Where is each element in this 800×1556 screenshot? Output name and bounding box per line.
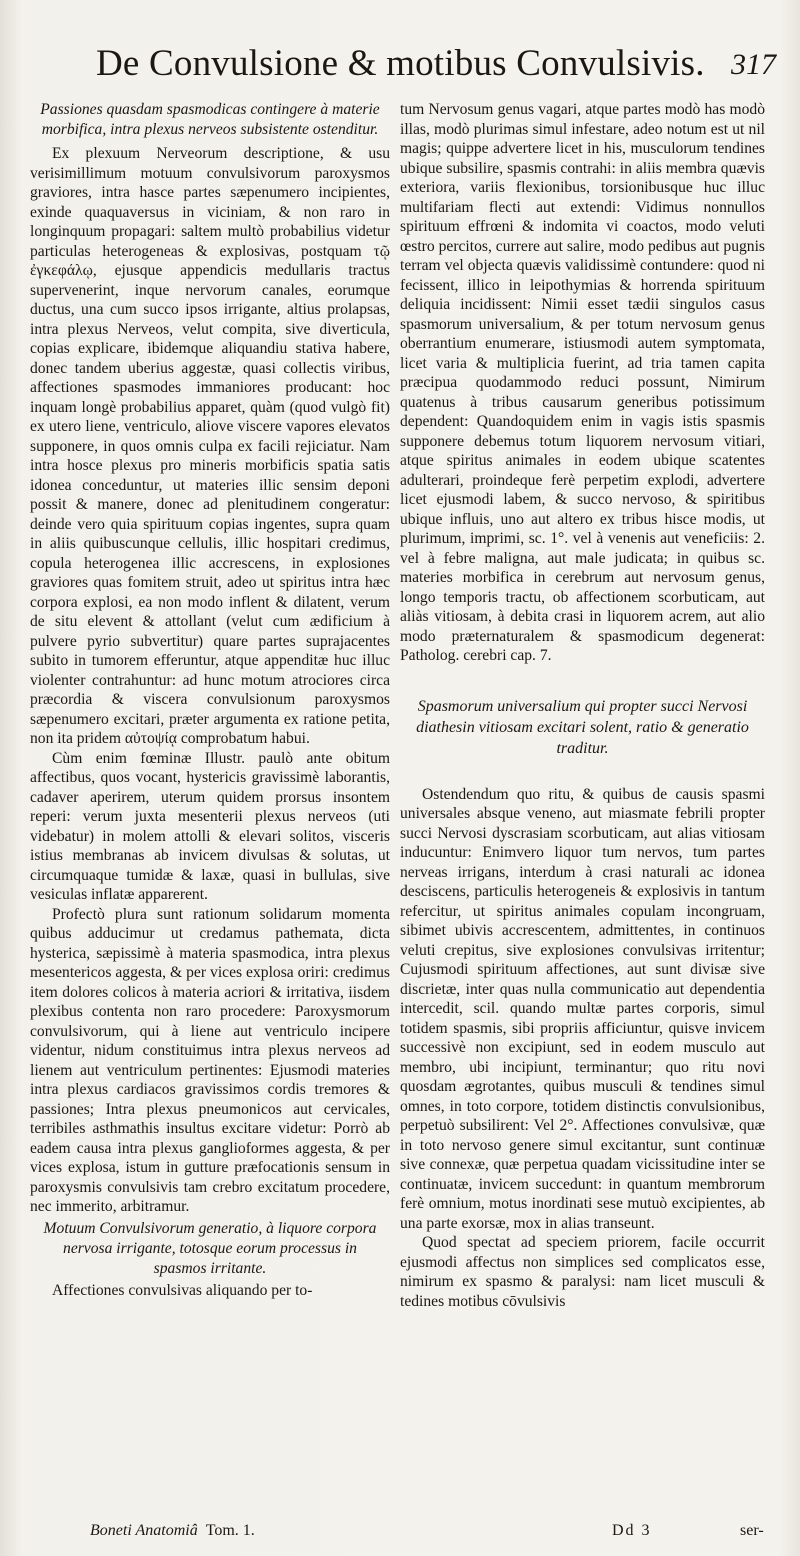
paragraph: Ostendendum quo ritu, & quibus de causis spasmi universales absque veneno, aut miasmate febrili propter succi Nervosi dyscrasiam scorbuticam, aut alias vitiosam inducuntur: Enimvero liquor tum nervos, tum partes nerveas irrigans, interdum à crasi naturali ac idonea desciscens, particulis heterogeneis & explosivis in tantum refercitur, ut spiritus animales copulam incongruam, sibimet ubivis accrescentem, admittentes, in continuos veluti crepitus, sive explosiones convulsivas irritentur; Cujusmodi spirituum affectiones, aut sunt divisæ sive discrietæ, inter quas nulla communicatio aut dependentia intercedit, scil. quando multæ partes corporis, simul totidem spasmis, sibi propriis afficiuntur, quisve invicem successivè non excipiunt, sed in eodem musculo aut membro, ubi incipiunt, terminantur; quo ritu novi quosdam ægrotantes, quibus musculi & tendines simul omnes, in toto corpore, totidem distinctis convulsionibus, perpetuò subsilirent: Vel 2°. Affectiones convulsivæ, quæ in toto nervoso genere simul excitantur, sunt continuæ sive connexæ, quæ perpetua quadam vicissitudine inter se continuatæ, invicem succedunt: in quantum membrorum ferè omnium, motus inordinati sese mutuò excipientes, ab una parte exorsæ, mox in alias transeunt. <box>400 785 765 1232</box>
paragraph: Profectò plura sunt rationum solidarum momenta quibus adducimur ut credamus pathemata, dicta hysterica, sæpissimè à materia spasmodica, intra plexus mesentericos aggesta, & per vices explosa oriri: credimus item dolores colicos à materia acriori & irritativa, iisdem plexibus contenta non raro procedere: Paroxysmorum convulsivorum, qui à liene aut ventriculo incipere videntur, nidum constituimus intra plexus nerveos ad lienem aut ventriculum pertinentes: Ejusmodi materies intra plexus cardiacos gravissimos cordis tremores & passiones; Intra plexus pneumonicos aut cervicales, terribiles asthmathis insultus excitare videtur: Porrò ab eadem causa intra plexus ganglioformes aggesta, & per vices explosa, istum in gutture præfocationis sensum in paroxysmis convulsivis tam crebro excitatum procedere, nec immerito, arbitramur. <box>30 905 390 1215</box>
section-heading: Passiones quasdam spasmodicas contingere à materie morbifica, intra plexus nerveos subsistente ostenditur. <box>40 101 380 138</box>
paragraph: Cùm enim fœminæ Illustr. paulò ante obitum affectibus, quos vocant, hystericis gravissimè laborantis, cadaver aperirem, uterum quidem prorsus insontem reperi: verum juxta mesenterii plexus nerveos (uti videbatur) in molem attolli & elevari solitos, visceris istius membranas ab invicem divulsas & solutas, ut circumquaque tumidæ & laxæ, quasi in bullulas, sive vesiculas inflatæ apparerent. <box>30 749 390 903</box>
right-column <box>400 100 765 1311</box>
page-number: 317 <box>731 48 776 81</box>
running-title <box>90 1522 255 1540</box>
catchword: ser- <box>740 1522 764 1539</box>
signature-mark: Dd 3 <box>612 1522 652 1539</box>
section-heading: Motuum Convulsivorum generatio, à liquore corpora nervosa irrigante, totosque eorum processus in spasmos irritante. <box>43 1219 377 1277</box>
volume-label: Tom. 1. <box>205 1522 255 1539</box>
section-heading: Spasmorum universalium qui propter succi Nervosi diathesin vitiosam excitari solent, ratio & generatio traditur. <box>416 697 749 757</box>
paragraph: Affectiones convulsivas aliquando per to- <box>52 1281 313 1299</box>
paragraph: tum Nervosum genus vagari, atque partes modò has modò illas, modò plurimas simul infestare, adeo notum est ut nil magis; quippe advertere licet in his, musculorum tendines ubique subsilire, spasmis contrahi: in aliis membra quævis exteriora, variis flexionibus, torsionibusque huc illuc multifariam flecti aut extendi: Vidimus nonnullos spirituum effrœni & indomita vi coactos, modo veluti œstro percitos, currere aut salire, modo pedibus aut pugnis terram vel objecta quævis validissimè contundere: quod ni fecissent, illico in leipothymias & horrenda spirituum deliquia incidissent: Nimii esset tædii singulos casus spasmorum universalium, & per totum nervosum genus oberrantium enumerare, istiusmodi autem symptomata, licet varia & multiplicia fuerint, ad tria tamen capita præcipua quodammodo reduci possunt, Nimirum quatenus à tribus causarum generibus potissimum dependent: Quandoquidem enim in vagis istis spasmis supponere debemus totum liquorem nervosum vitiari, atque spiritus animales in eodem ubique scatentes adulterari, proindeque ferè perpetim explodi, advertere licet ejusmodi labem, & succo nervoso, & spiritibus ubique influis, uno aut altero ex tribus hisce modis, ut plurimum, imprimi, sc. 1°. vel à venenis aut veneficiis: 2. vel à febre maligna, aut male judicata; in quibus sc. materies morbifica in cerebrum aut nervosum genus, longo temporis tractu, ob affectionem scorbuticam, aut aliàs vitiosam, à debita crasi in liquorem acrem, aut alio modo præternaturalem & spasmodicum degenerat: Patholog. cerebri cap. 7. <box>400 101 765 664</box>
page-header <box>96 40 776 96</box>
page-title: De Convulsione & motibus Convulsivis. <box>96 43 705 84</box>
left-column <box>30 100 390 1300</box>
paragraph: Quod spectat ad speciem priorem, facile occurrit ejusmodi affectus non simplices sed complicatos esse, nimirum ex spasmo & paralysi: nam licet musculi & tedines motibus cōvulsivis <box>400 1234 765 1310</box>
page-footer <box>0 1522 800 1548</box>
paragraph: Ex plexuum Nerveorum descriptione, & usu verisimillimum motuum convulsivorum paroxysmos graviores, intra hasce partes sæpenumero incipientes, exinde quaquaversus in viciniam, & non raro in longinquum propagari: saltem multò probabilius videtur particulas heterogeneas & explosivas, postquam τῷ ἐγκεφάλῳ, ejusque appendicis medullaris tractus supervenerint, inque nervorum canales, eorumque ductus, una cum succo ipsos irrigante, altius prolapsas, intra plexus Nerveos, velut compita, sive diverticula, copias explicare, ibidemque aliquandiu stativa habere, donec tandem uberius aggestæ, quasi collectis viribus, affectiones spasmodes immaniores producant: hoc inquam longè probabilius apparet, quàm (quod vulgò fit) ex utero liene, ventriculo, aliove viscere vapores elevatos supponere, in quos omnis culpa ex facili rejiciatur. Nam intra hosce plexus pro mineris morbificis spatia satis idonea conceduntur, ut materies illic sensim deponi possit & manere, donec ad plenitudinem congeratur: deinde vero quia spirituum copias ingentes, supra quam in aliis quibuscunque cellulis, illic hospitari credimus, copula heterogenea illic accrescens, in explosiones graviores quas fomitem struit, adeo ut spiritus intra hæc corpora explosi, ea non modo inflent & dilatent, verum de situ elevent & attollant (velut cum ædificium à pulvere pyrio subvertitur) quare partes suprajacentes subito in tumorem efferuntur, atque appenditæ huc illuc violenter contrahuntur: ad hunc motum atrociores circa præcordia & viscera convulsionum paroxysmos sæpenumero excitari, præter argumenta ex ratione petita, non ita pridem αὐτοψίᾳ comprobatum habui. <box>30 145 390 747</box>
running-title-text: Boneti Anatomiâ <box>90 1522 198 1539</box>
